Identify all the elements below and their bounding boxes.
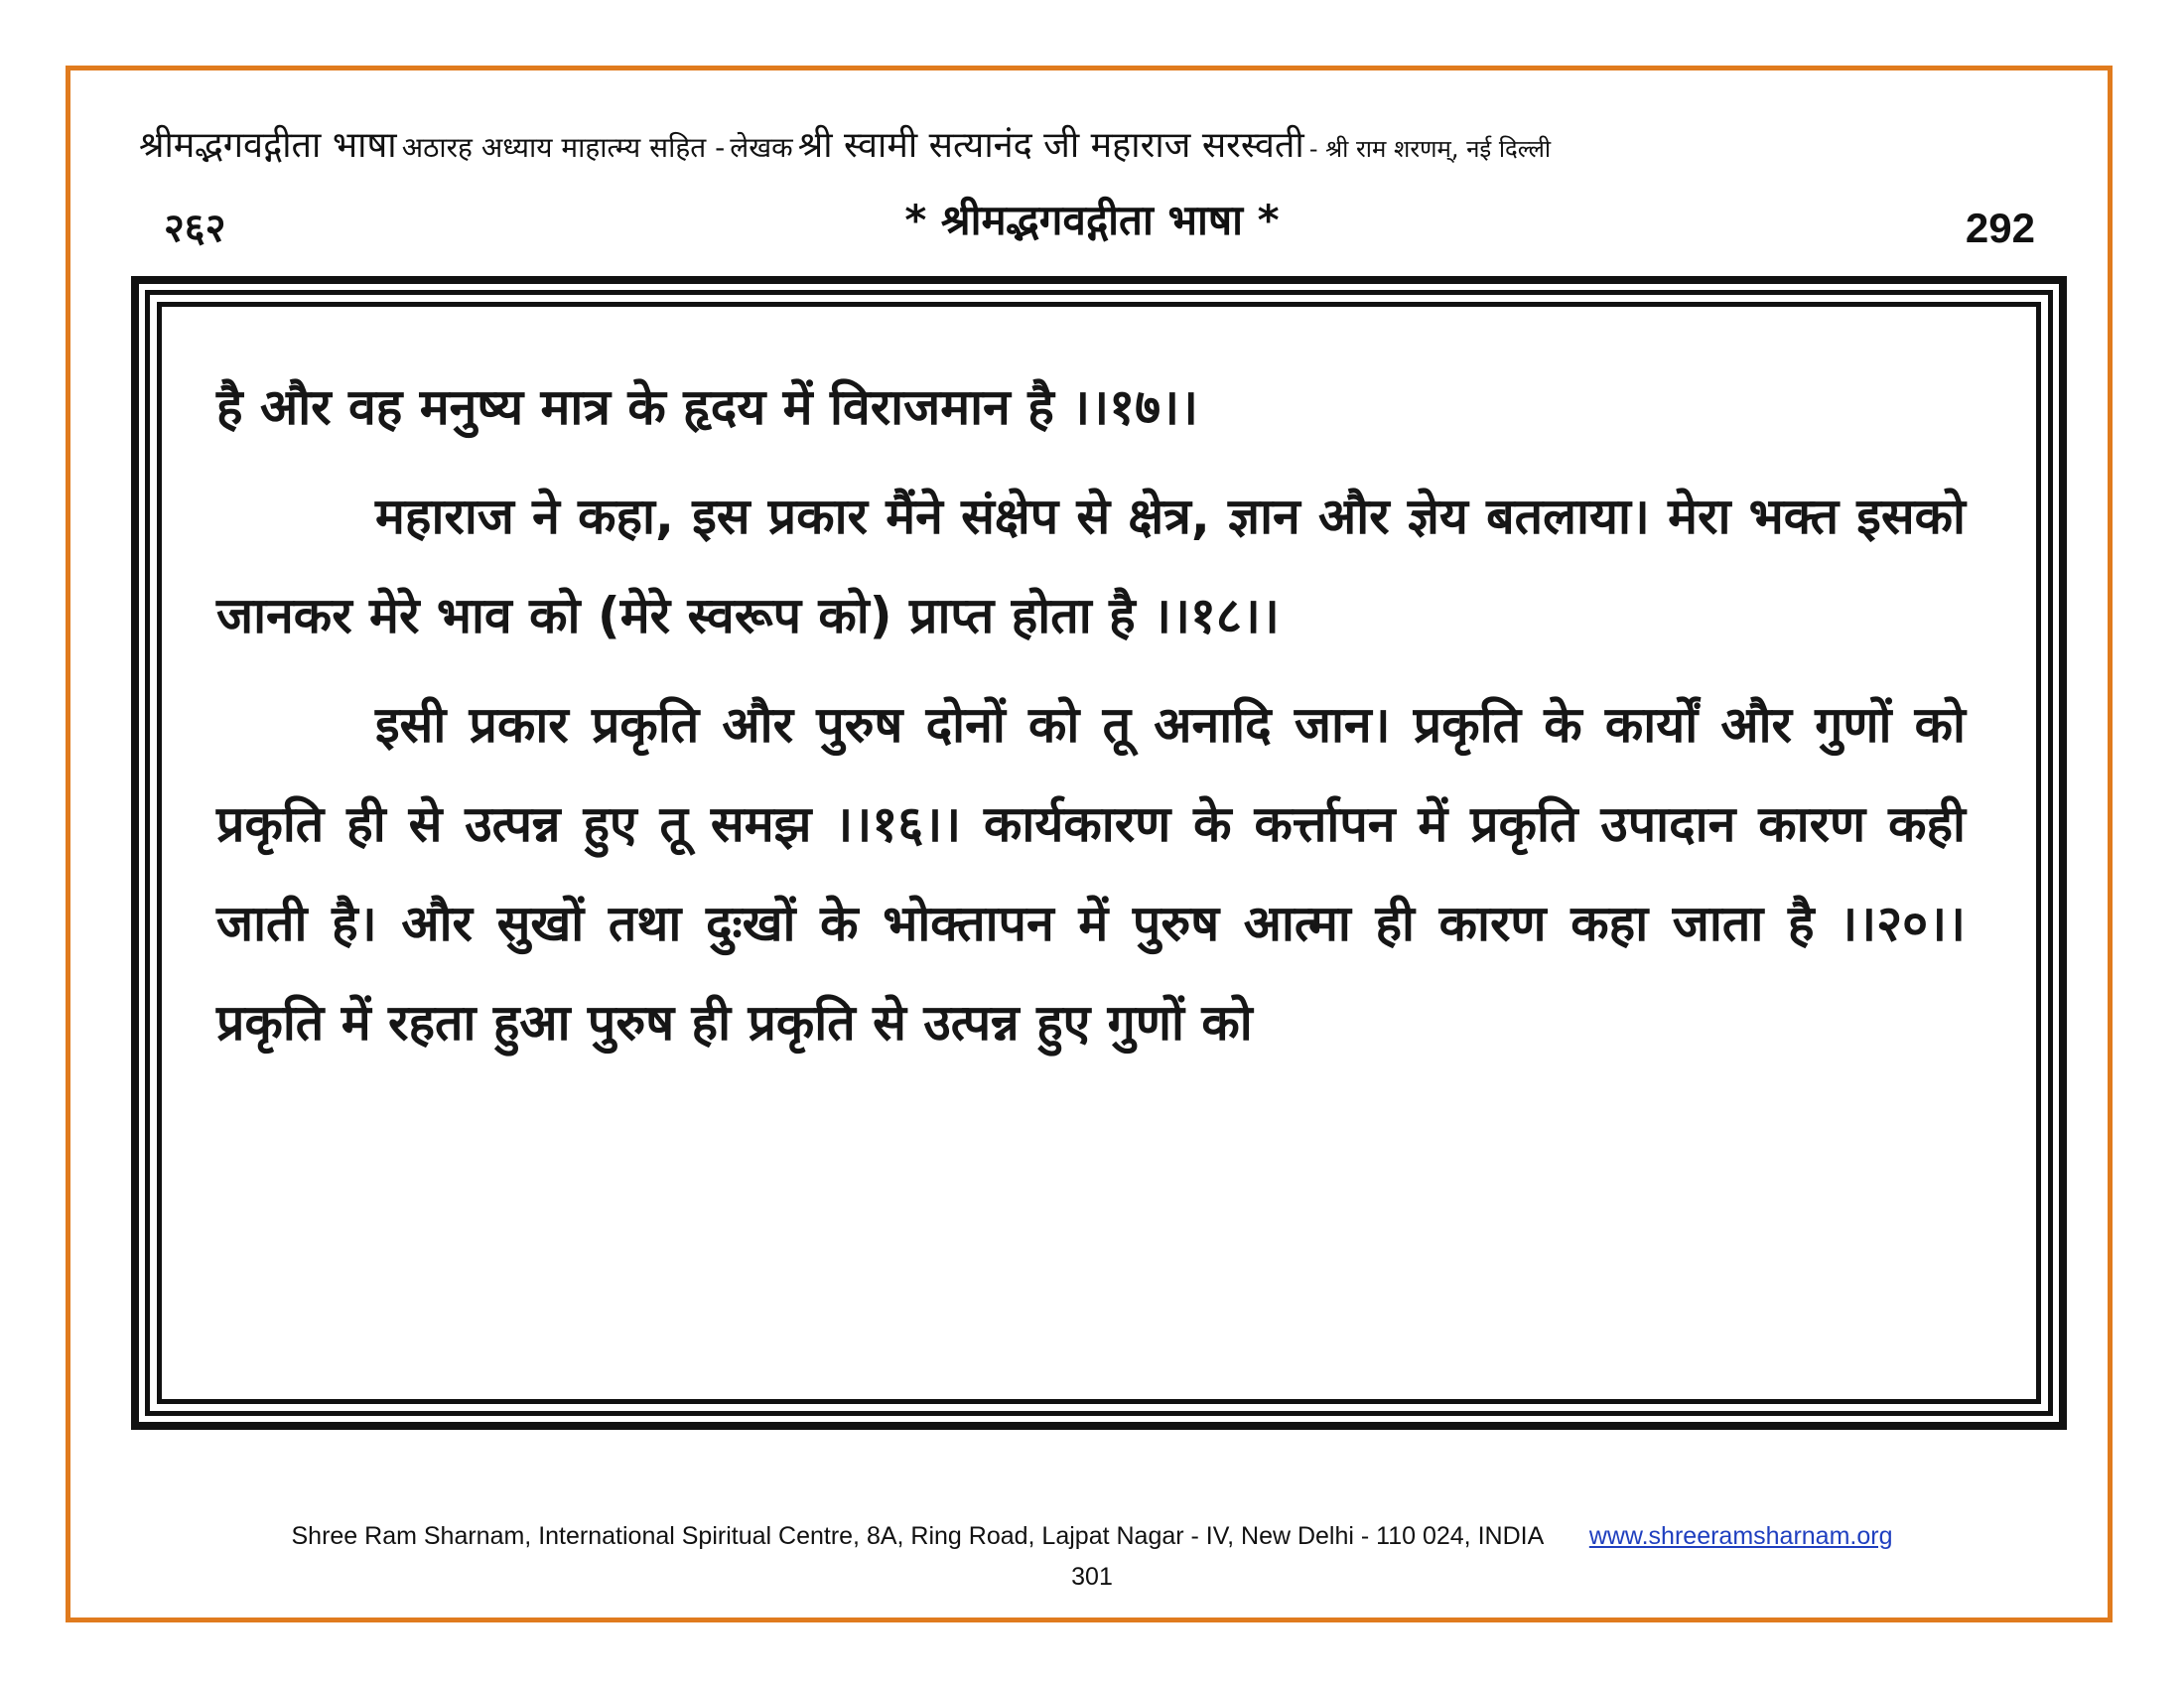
paragraph-verse-18: महाराज ने कहा, इस प्रकार मैंने संक्षेप से क्षेत्र, ज्ञान और ज्ञेय बतलाया। मेरा भक्त इसको जानकर मेरे भाव को (मेरे स्वरूप को) प्राप्त होता है ।।१८।। xyxy=(216,488,1966,644)
publisher-place: - श्री राम शरणम्, नई दिल्ली xyxy=(1308,135,1552,163)
header-line xyxy=(139,119,2065,169)
footer-address xyxy=(0,1522,2184,1551)
book-subtitle: अठारह अध्याय माहात्म्य सहित - xyxy=(401,131,726,164)
running-title: * श्रीमद्भगवद्गीता भाषा * xyxy=(904,196,1280,244)
paragraph-verse-17: है और वह मनुष्य मात्र के हृदय में विराजमान है ।।१७।। xyxy=(216,378,1198,436)
author-prefix: लेखक xyxy=(730,131,793,164)
scripture-text xyxy=(216,357,1966,1072)
footer-page-number: 301 xyxy=(1071,1563,1113,1591)
page-number-arabic: 292 xyxy=(1965,205,2035,251)
footer-address-text: Shree Ram Sharnam, International Spiritual Centre, 8A, Ring Road, Lajpat Nagar - IV, New Delhi - 110 024, INDIA xyxy=(291,1522,1543,1550)
author-name: श्री स्वामी सत्यानंद जी महाराज सरस्वती xyxy=(797,125,1304,166)
page-number-devanagari: २६२ xyxy=(164,206,226,251)
website-link[interactable]: www.shreeramsharnam.org xyxy=(1588,1522,1893,1550)
paragraph-verse-19-20: इसी प्रकार प्रकृति और पुरुष दोनों को तू अनादि जान। प्रकृति के कार्यों और गुणों को प्रकृति ही से उत्पन्न हुए तू समझ ।।१६।। कार्यकारण के कर्त्तापन में प्रकृति उपादान कारण कही जाती है। और सुखों तथा दुःखों के भोक्तापन में पुरुष आत्मा ही कारण कहा जाता है ।।२०।। प्रकृति में रहता हुआ पुरुष ही प्रकृति से उत्पन्न हुए गुणों को xyxy=(216,696,1966,1052)
book-title: श्रीमद्भगवद्गीता भाषा xyxy=(139,125,397,166)
